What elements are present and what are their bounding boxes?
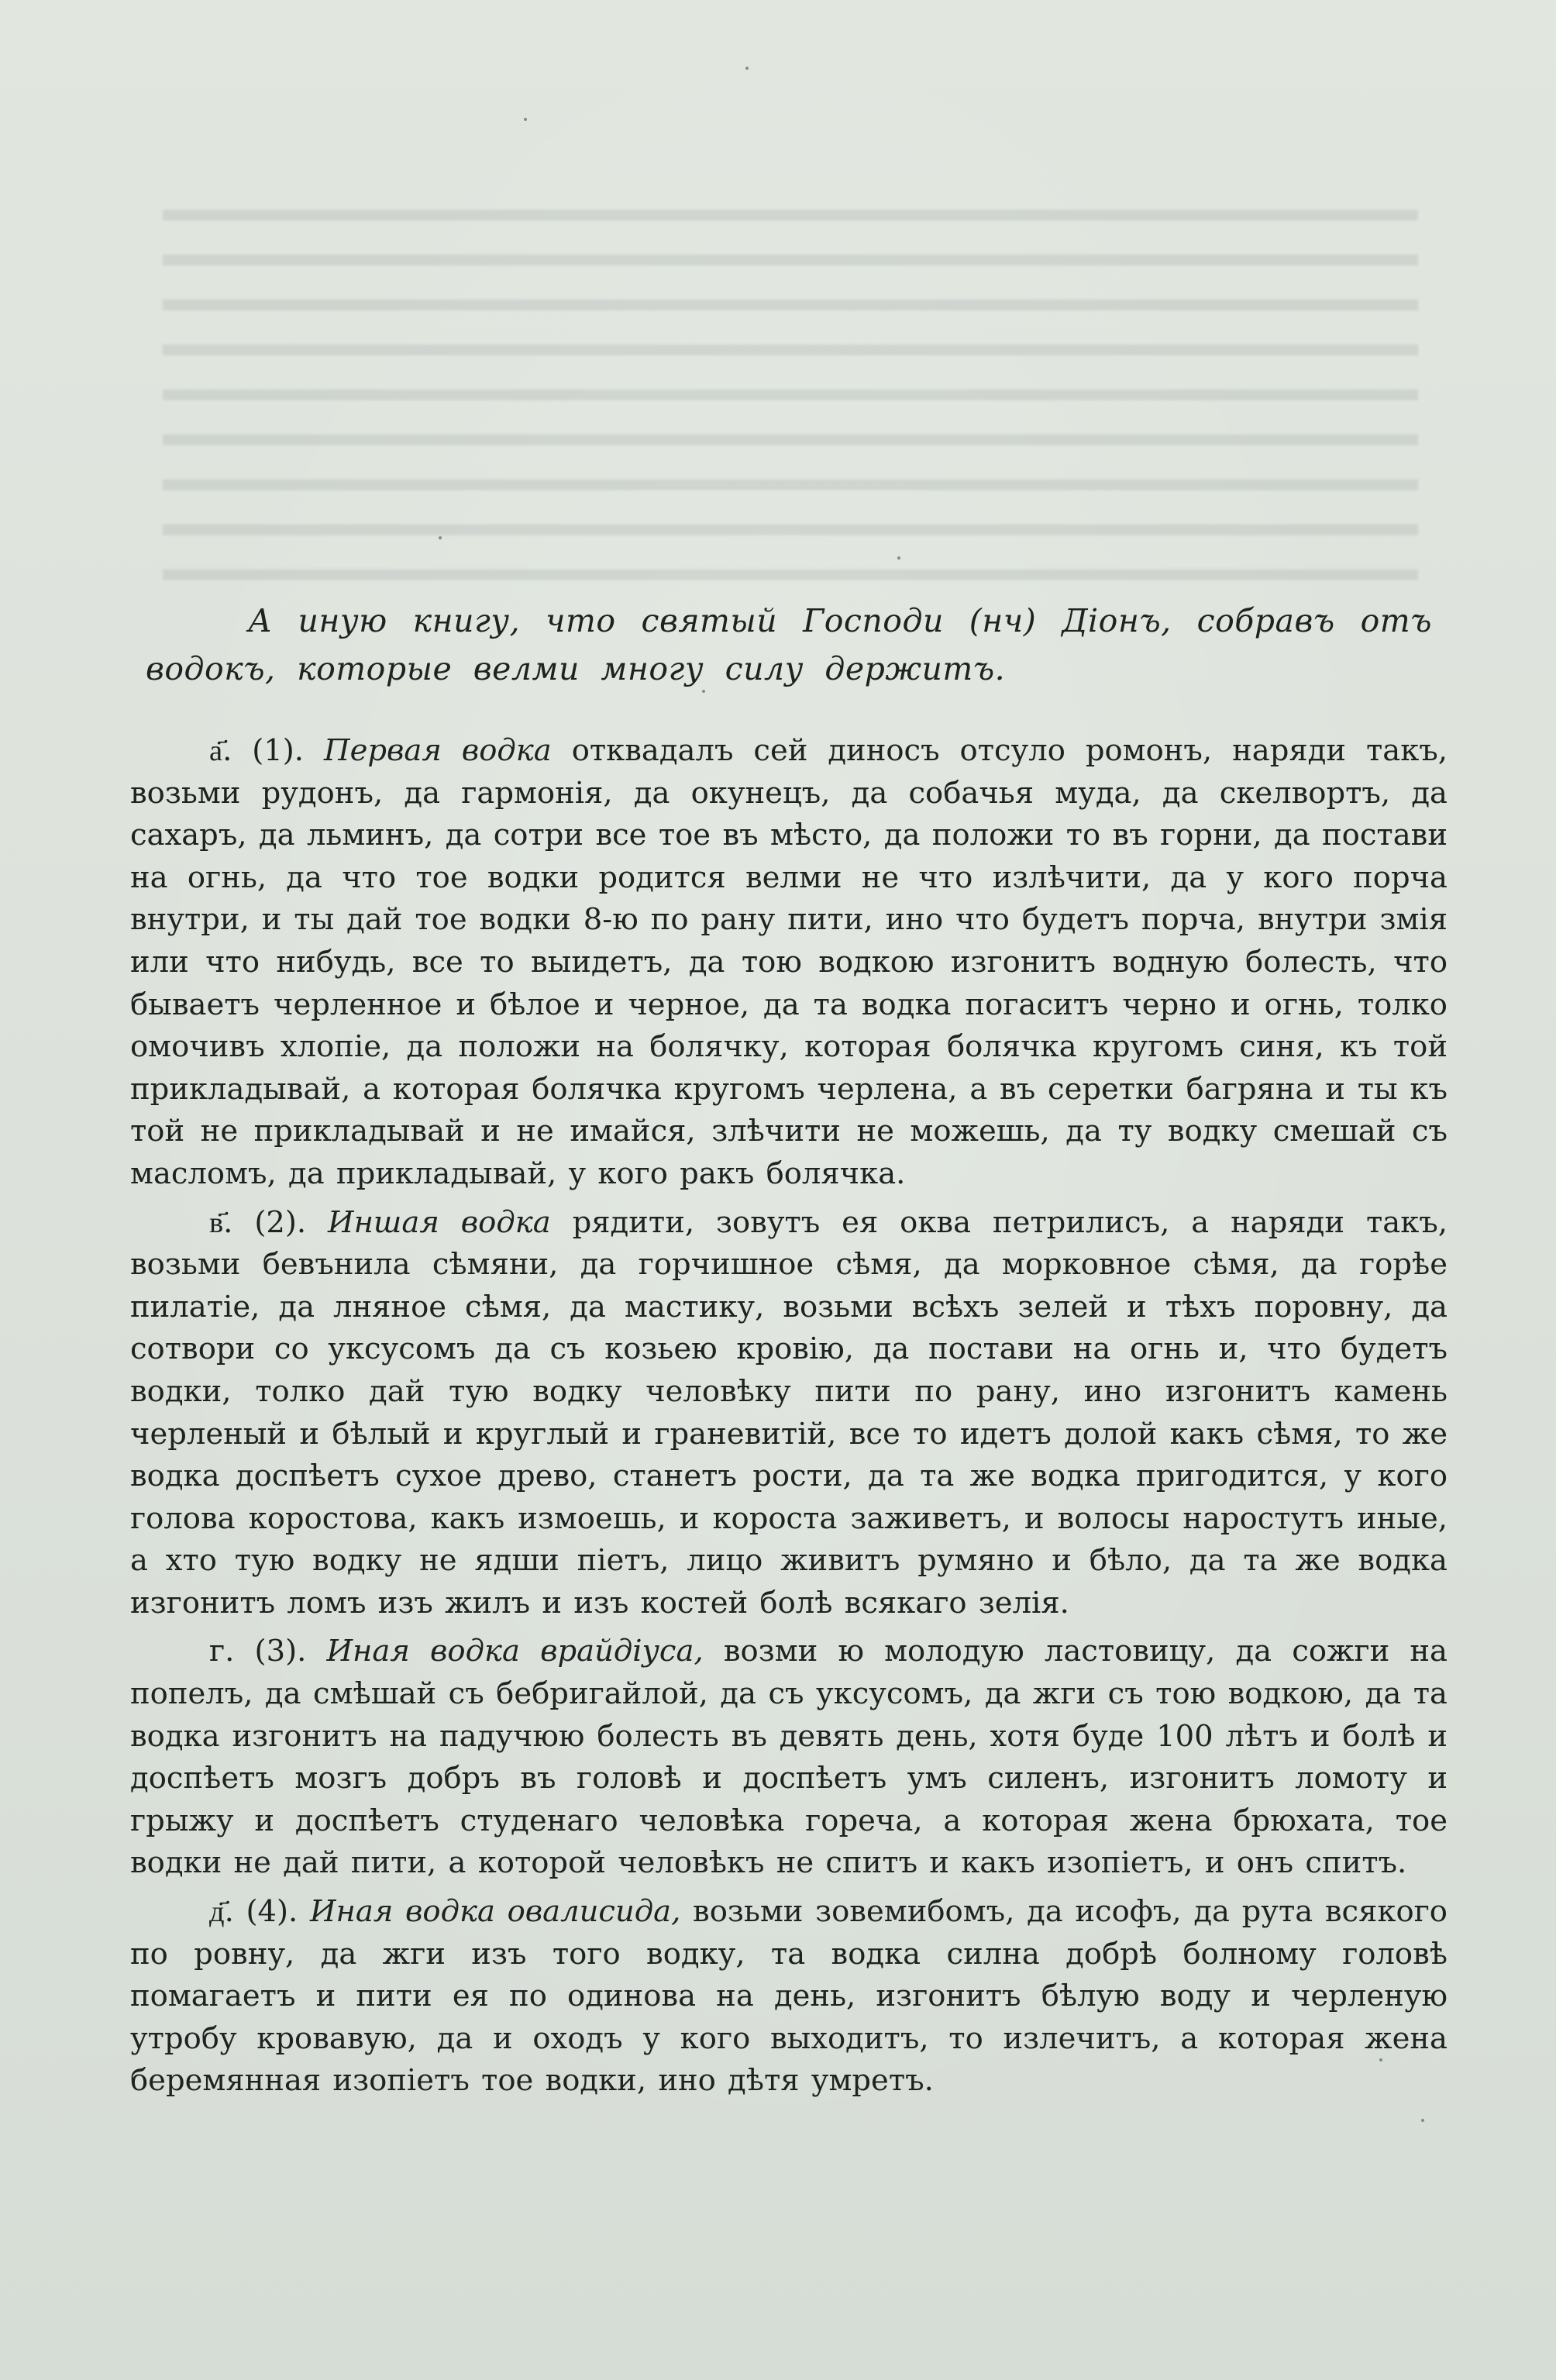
recipe-number: г. (3). (209, 1634, 307, 1669)
recipe-number: д҃. (4). (209, 1894, 298, 1930)
paper-speck (897, 556, 900, 560)
recipe-paragraph (130, 730, 1448, 1196)
recipe-number: в҃. (2). (209, 1204, 307, 1240)
recipe-text: отквадалъ сей диносъ отсуло ромонъ, наряди такъ, возьми рудонъ, да гармонія, да окунецъ, да собачья муда, да скелвортъ, да сахаръ, да льминъ, да сотри все тое въ мѣсто, да положи то въ горни, да постави на огнь, да что тое водки родится велми не что излѣчити, да у кого порча внутри, и ты дай тое водки 8-ю по рану пити, ино что будетъ порча, внутри змія или что нибудь, все то выидетъ, да тою водкою изгонитъ водную болесть, что бываетъ черленное и бѣлое и черное, да та водка погаситъ черно и огнь, толко омочивъ хлопіе, да положи на болячку, которая болячка кругомъ синя, къ той прикладывай, а которая болячка кругомъ черлена, а въ серетки багряна и ты къ той не прикладывай и не имайся, злѣчити не можешь, да ту водку смешай съ масломъ, да прикладывай, у кого ракъ болячка. (130, 733, 1448, 1191)
recipe-name: Иншая водка (328, 1204, 551, 1240)
recipe-number: а҃. (1). (209, 733, 305, 768)
paper-speck (524, 118, 527, 121)
recipe-text: возьми зовемибомъ, да исофъ, да рута всякого по ровну, да жги изъ того водку, та водка силна добрѣ болному головѣ помагаетъ и пити ея по одинова на день, изгонитъ бѣлую воду и черленую утробу кровавую, да и оходъ у кого выходитъ, то излечитъ, а которая жена беремянная изопіетъ тое водки, ино дѣтя умретъ. (130, 1894, 1448, 2099)
recipe-name: Иная водка овалисида, (309, 1894, 681, 1930)
recipe-name: Первая водка (324, 733, 552, 768)
paper-speck (439, 536, 442, 539)
recipe-paragraph (130, 1631, 1448, 1885)
recipe-paragraph (130, 1202, 1448, 1625)
show-through-text (163, 186, 1418, 589)
paper-speck (1421, 2119, 1424, 2122)
recipe-text: рядити, зовутъ ея оква петрилисъ, а наряди такъ, возьми бевънила сѣмяни, да горчишное сѣмя, да морковное сѣмя, да горѣе пилатіе, да лняное сѣмя, да мастику, возьми всѣхъ зелей и тѣхъ поровну, да сотвори со уксусомъ да съ козьею кровію, да постави на огнь и, что будетъ водки, толко дай тую водку человѣку пити по рану, ино изгонитъ камень черленый и бѣлый и круглый и граневитій, все то идетъ долой какъ сѣмя, то же водка доспѣетъ сухое древо, станетъ рости, да та же водка пригодится, у кого голова коростова, какъ измоешь, и короста заживетъ, и волосы наростутъ иные, а хто тую водку не ядши піетъ, лицо живитъ румяно и бѣло, да та же водка изгонитъ ломъ изъ жилъ и изъ костей болѣ всякаго зелія. (130, 1204, 1448, 1621)
recipe-list (130, 730, 1448, 2109)
recipe-text: возми ю молодую ластовицу, да сожги на попелъ, да смѣшай съ бебригайлой, да съ уксусомъ, да жги съ тою водкою, да та водка изгонитъ на падучюю болесть въ девять день, хотя буде 100 лѣтъ и болѣ и доспѣетъ мозгъ добръ въ головѣ и доспѣетъ умъ силенъ, изгонитъ ломоту и грыжу и доспѣетъ студенаго человѣка гореча, а которая жена брюхата, тое водки не дай пити, а которой человѣкъ не спитъ и какъ изопіетъ, и онъ спитъ. (130, 1634, 1448, 1881)
recipe-paragraph (130, 1891, 1448, 2103)
chapter-title: А иную книгу, что святый Господи (нч) Діонъ, собравъ отъ водокъ, которые велми многу силу держитъ. (146, 602, 1432, 687)
paper-speck (745, 67, 749, 70)
recipe-name: Иная водка врайдіуса, (326, 1634, 704, 1669)
